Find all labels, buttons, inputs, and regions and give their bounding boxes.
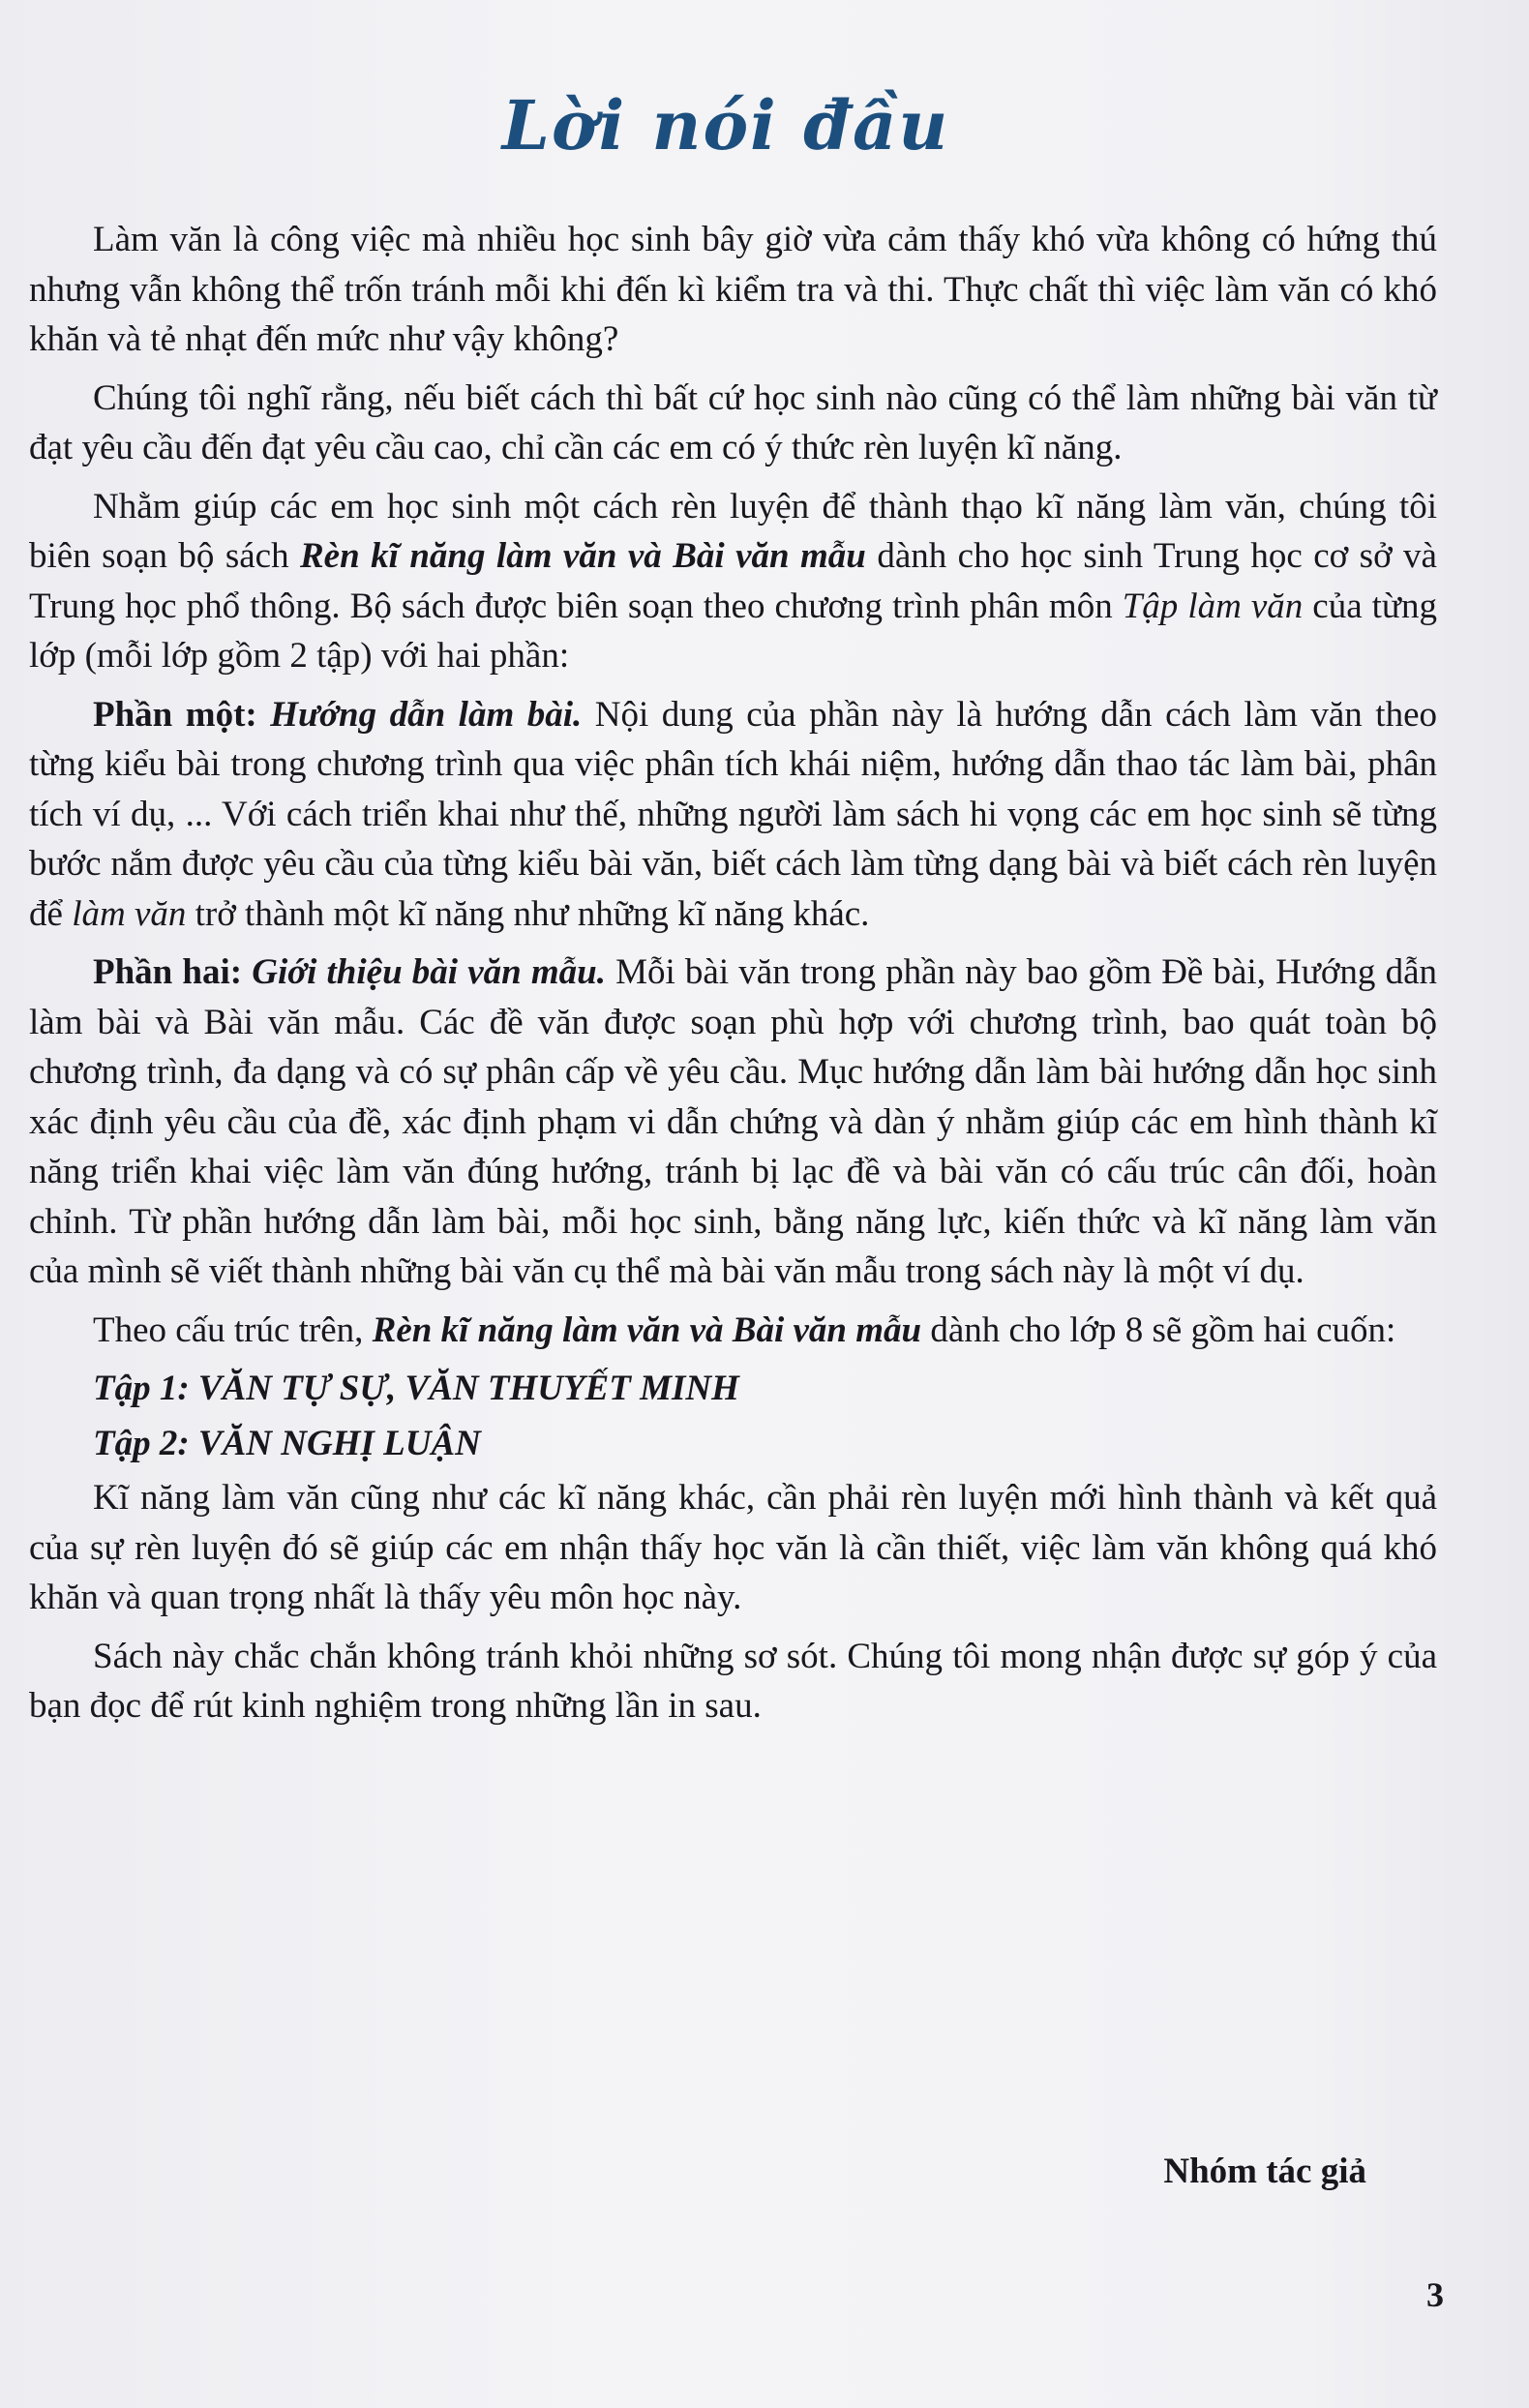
preface-body [29,215,1437,1740]
paragraph-part-one [29,690,1437,940]
page-title: Lời nói đầu [501,85,950,166]
paragraph-part-two [29,948,1437,1297]
structure-text-c: dành cho lớp 8 sẽ gồm hai cuốn: [921,1309,1396,1350]
paragraph-3-text-a: Nhằm giúp các em học sinh một cách rèn luyện để thành thạo kĩ năng làm văn, chúng tôi biên soạn bộ sách [29,486,1437,576]
subject-name: Tập làm văn [1122,586,1304,626]
paragraph-7: Kĩ năng làm văn cũng như các kĩ năng khác, cần phải rèn luyện mới hình thành và kết quả của sự rèn luyện đó sẽ giúp các em nhận thấy học văn là cần thiết, việc làm văn không quá khó khăn và quan trọng nhất là thấy yêu môn học này. [29,1478,1437,1617]
paragraph-8: Sách này chắc chắn không tránh khỏi những sơ sót. Chúng tôi mong nhận được sự góp ý của bạn đọc để rút kinh nghiệm trong những lần in sau. [29,1636,1437,1726]
paragraph-3-text-e: của từng lớp (mỗi lớp gồm 2 tập) với hai phần: [29,586,1437,676]
book-series-title-2: Rèn kĩ năng làm văn và Bài văn mẫu [372,1309,922,1350]
part-two-title: Giới thiệu bài văn mẫu. [252,952,606,992]
paragraph-3-text-c: dành cho học sinh Trung học cơ sở và Trung học phổ thông. Bộ sách được biên soạn theo chương trình phân môn [29,536,1437,626]
paragraph-1: Làm văn là công việc mà nhiều học sinh bây giờ vừa cảm thấy khó vừa không có hứng thú nhưng vẫn không thể trốn tránh mỗi khi đến kì kiểm tra và thi. Thực chất thì việc làm văn có khó khăn và tẻ nhạt đến mức như vậy không? [29,220,1437,359]
structure-text-a: Theo cấu trúc trên, [93,1309,373,1350]
part-one-text-end: trở thành một kĩ năng như những kĩ năng khác. [186,893,870,934]
part-two-text: Mỗi bài văn trong phần này bao gồm Đề bài, Hướng dẫn làm bài và Bài văn mẫu. Các đề văn được soạn phù hợp với chương trình, bao quát toàn bộ chương trình, đa dạng và có sự phân cấp về yêu cầu. Mục hướng dẫn làm bài hướng dẫn học sinh xác định yêu cầu của đề, xác định phạm vi dẫn chứng và dàn ý nhằm giúp các em hình thành kĩ năng triển khai việc làm văn đúng hướng, tránh bị lạc đề và bài văn có cấu trúc cân đối, hoàn chỉnh. Từ phần hướng dẫn làm bài, mỗi học sinh, bằng năng lực, kiến thức và kĩ năng làm văn của mình sẽ viết thành những bài văn cụ thể mà bài văn mẫu trong sách này là một ví dụ. [29,952,1437,1291]
part-one-label: Phần một: [93,694,271,735]
part-one-title: Hướng dẫn làm bài. [270,694,583,735]
volume-1: Tập 1: VĂN TỰ SỰ, VĂN THUYẾT MINH [93,1369,739,1408]
paragraph-structure [29,1306,1437,1356]
page-number: 3 [1426,2275,1444,2314]
part-one-text: Nội dung của phần này là hướng dẫn cách làm văn theo từng kiểu bài trong chương trình qua việc phân tích khái niệm, hướng dẫn thao tác làm bài, phân tích ví dụ, ... Với cách triển khai như thế, những người làm sách hi vọng các em học sinh sẽ từng bước nắm được yêu cầu của từng kiểu bài văn, biết cách làm từng dạng bài và biết cách rèn luyện để [29,694,1437,934]
part-one-italic-term: làm văn [72,893,187,934]
paragraph-2: Chúng tôi nghĩ rằng, nếu biết cách thì bất cứ học sinh nào cũng có thể làm những bài văn từ đạt yêu cầu đến đạt yêu cầu cao, chỉ cần các em có ý thức rèn luyện kĩ năng. [29,377,1437,467]
book-series-title: Rèn kĩ năng làm văn và Bài văn mẫu [300,536,866,576]
author-signature: Nhóm tác giả [1163,2152,1366,2191]
volume-2: Tập 2: VĂN NGHỊ LUẬN [93,1423,481,1463]
paragraph-3 [29,482,1437,681]
part-two-label: Phần hai: [93,952,253,992]
